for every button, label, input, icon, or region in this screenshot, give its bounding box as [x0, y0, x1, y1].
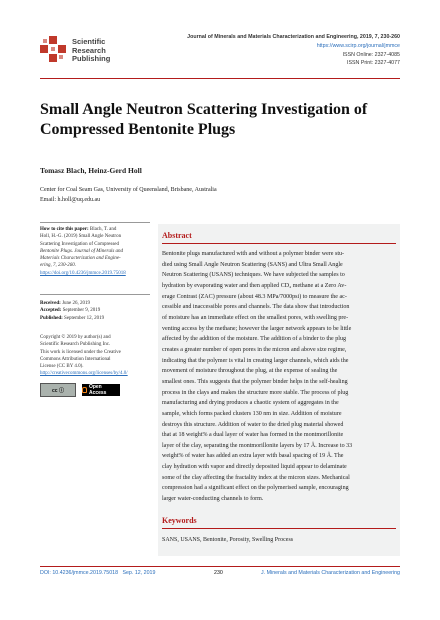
publisher-logo-icon	[40, 36, 66, 62]
license-link[interactable]: http://creativecommons.org/licenses/by/4.0/	[40, 371, 128, 377]
publisher-name: Scientific Research Publishing	[72, 37, 111, 63]
affiliation-block	[40, 185, 217, 205]
keywords-heading: Keywords	[162, 516, 197, 525]
journal-url-link[interactable]: https://www.scirp.org/journal/jmmce	[316, 42, 400, 49]
article-title: Small Angle Neutron Scattering Investigation of Compressed Bentonite Plugs	[40, 101, 368, 138]
issn-online: ISSN Online: 2327-4085	[342, 51, 400, 58]
publisher-logo[interactable]	[40, 36, 160, 66]
citation-doi-link[interactable]: https://doi.org/10.4236/jmmce.2019.75018	[40, 270, 126, 276]
journal-title: Journal of Minerals and Materials Characterization and Engineering, 2019, 7, 230-260	[187, 34, 400, 40]
citation-heading: How to cite this paper:	[40, 227, 89, 232]
journal-info	[187, 33, 400, 68]
license-badges	[40, 383, 120, 397]
keywords-text: SANS, USANS, Bentonite, Porosity, Swelling Process	[162, 537, 294, 543]
abstract-text: Bentonite plugs manufactured with and without a polymer binder were stu- died using Small Angle Neutron Scattering (SANS) and Ultra Small Angle Neutron Scattering (USANS) techniques. We have subjected the samples to hydration by evaporating water and then applied CD₄ methane at a Zero Av- erage Contrast (ZAC) pressure (about 48.3 MPa/7000psi) to measure the ac- cessible and inaccessible pores and channels. The data show that introduction of moisture has an immediate effect on the smallest pores, with swelling pre- venting access by the methane; however the larger network appears to be little affected by the addition of the moisture. The addition of a binder to the plug creates a greater number of open pores in the micron and above size regime, indicating that the polymer is vital in creating larger channels, which aids the movement of moisture throughout the plug, at the expense of sealing the smallest ones. This suggests that the polymer binder helps in the self-healing process in the clays and makes the structure more stable. The process of plug manufacturing and drying produces a chaotic system of aggregates in the sample, which forms packed clusters 130 nm in size. Addition of moisture destroys this structure. Addition of water to the dried plug material showed that at 18 weight% a dual layer of water has formed in the montmorillonite layer of the clay, separating the montmorillonite layers by 17 Å. Increase to 33 weight% of water has added an extra layer with basal spacing of 19 Å. The clay hydration with vapor and directly deposited liquid appear to delaminate some of the clay affecting the fractality index at the micron sizes. Mechanical compression had a significant effect on the polymerised sample, encouraging larger water-conducting channels to form.	[162, 251, 353, 503]
citation-block: How to cite this paper: Blach, T. and Holl, H.-G. (2019) Small Angle Neutron Scattering Investigation of Compressed Bentonite Plugs. Journal of Minerals and Materials Characterization and Engine- ering, 7, 230-260. https://doi.org/10.4236/jmmce.2019.75018	[40, 226, 150, 277]
sidebar-divider-top	[40, 222, 150, 223]
open-lock-icon	[82, 387, 87, 393]
footer-doi[interactable]: DOI: 10.4236/jmmce.2019.75018 Sep. 12, 2019	[40, 570, 156, 576]
issn-print: ISSN Print: 2327-4077	[347, 60, 400, 67]
abstract-heading: Abstract	[162, 231, 192, 240]
copyright-block: Copyright © 2019 by author(s) and Scientific Research Publishing Inc. This work is licensed under the Creative Commons Attribution International License (CC BY 4.0). http://creativecommons.org/licenses/by/4.0/	[40, 334, 150, 378]
keywords-divider	[162, 528, 396, 529]
received-date: Received: June 26, 2019	[40, 301, 90, 306]
footer-divider	[40, 566, 400, 567]
abstract-divider	[162, 243, 396, 244]
dates-block	[40, 300, 150, 322]
footer-date: Sep. 12, 2019	[122, 570, 156, 576]
published-date: Published: September 12, 2019	[40, 315, 105, 321]
cc-by-badge[interactable]: cc ⓘ	[40, 383, 76, 397]
email[interactable]: Email: h.holl@uq.edu.au	[40, 197, 101, 203]
open-access-badge[interactable]: Open Access	[82, 384, 120, 396]
footer-journal: J. Minerals and Materials Characterization and Engineering	[261, 570, 400, 576]
affiliation: Center for Coal Seam Gas, University of Queensland, Brisbane, Australia	[40, 187, 217, 193]
accepted-date: Accepted: September 9, 2019	[40, 308, 101, 314]
footer-page-number: 230	[214, 570, 223, 576]
header-divider	[40, 78, 400, 79]
authors: Tomasz Blach, Heinz-Gerd Holl	[40, 166, 142, 175]
sidebar-divider-mid	[40, 294, 150, 295]
